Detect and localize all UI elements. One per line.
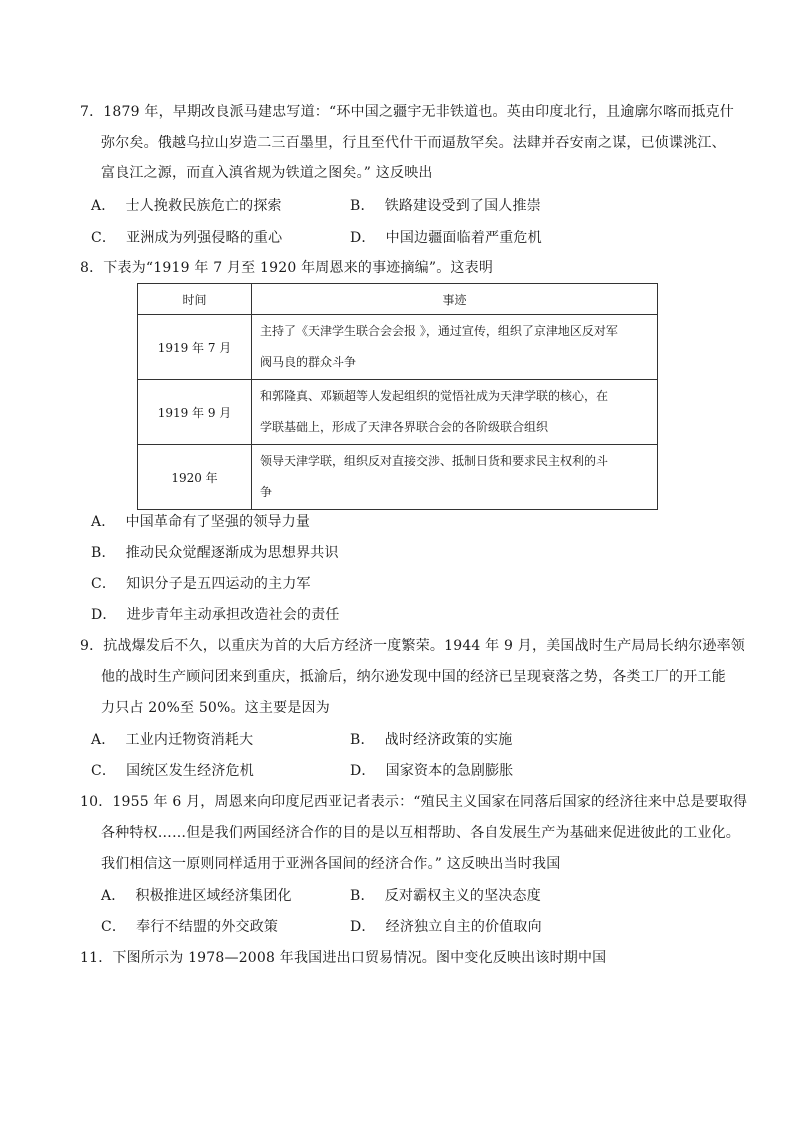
q7-option-b[interactable] bbox=[350, 196, 541, 216]
event-line: 领导天津学联，组织反对直接交涉、抵制日货和要求民主权利的斗 bbox=[260, 454, 609, 468]
option-text: 中国革命有了坚强的领导力量 bbox=[125, 514, 311, 530]
option-text: 工业内迁物资消耗大 bbox=[125, 732, 254, 748]
q9-stem-line-3: 力只占 20%至 50%。这主要是因为 bbox=[101, 700, 330, 716]
option-letter: B． bbox=[350, 888, 375, 904]
event-line: 争 bbox=[260, 485, 273, 499]
q10-stem-line-2: 各种特权……但是我们两国经济合作的目的是以互相帮助、各自发展生产为基础来促进彼此的工业化。 bbox=[101, 825, 740, 841]
table-header-time: 时间 bbox=[138, 284, 252, 315]
q7-stem-line-2: 弥尔矣。俄越乌拉山岁造二三百墨里，行且至代什干而逼敖罕矣。法肆并吞安南之谋，已侦谍洮江、 bbox=[101, 135, 726, 151]
option-letter: C． bbox=[91, 230, 117, 246]
option-text: 经济独立自主的价值取向 bbox=[385, 919, 542, 935]
table-cell-event bbox=[252, 445, 658, 510]
table-row bbox=[138, 445, 658, 510]
q9-stem-line-1: 9．抗战爆发后不久，以重庆为首的大后方经济一度繁荣。1944 年 9 月，美国战时生产局局长纳尔逊率领 bbox=[80, 638, 745, 654]
option-text: 反对霸权主义的坚决态度 bbox=[384, 888, 541, 904]
option-text: 铁路建设受到了国人推崇 bbox=[384, 198, 541, 214]
q7-stem-line-3: 富良江之源，而直入滇省规为铁道之图矣。” 这反映出 bbox=[101, 165, 433, 181]
option-text: 积极推进区域经济集团化 bbox=[135, 888, 292, 904]
option-text: 战时经济政策的实施 bbox=[384, 732, 513, 748]
q9-stem-line-2: 他的战时生产顾问团来到重庆，抵渝后，纳尔逊发现中国的经济已呈现衰落之势，各类工厂的开工能 bbox=[101, 669, 726, 685]
event-line: 阀马良的群众斗争 bbox=[260, 355, 357, 369]
q8-option-d[interactable] bbox=[91, 605, 340, 625]
option-letter: D． bbox=[350, 230, 376, 246]
option-letter: D． bbox=[91, 607, 117, 623]
event-line: 学联基础上，形成了天津各界联合会的各阶级联合组织 bbox=[260, 420, 549, 434]
table-cell-time: 1920 年 bbox=[138, 445, 252, 510]
q7-stem-line-1: 7．1879 年，早期改良派马建忠写道：“环中国之疆宇无非铁道也。英由印度北行，且逾廓尔喀而抵克什 bbox=[80, 104, 734, 120]
option-text: 奉行不结盟的外交政策 bbox=[136, 919, 279, 935]
event-line: 和郭隆真、邓颖超等人发起组织的觉悟社成为天津学联的核心，在 bbox=[260, 389, 609, 403]
q9-option-b[interactable] bbox=[350, 730, 513, 750]
table-header-row bbox=[138, 284, 658, 315]
table-cell-event bbox=[252, 380, 658, 445]
q7-option-d[interactable] bbox=[350, 228, 542, 248]
q7-option-a[interactable] bbox=[91, 196, 282, 216]
table-cell-time: 1919 年 9 月 bbox=[138, 380, 252, 445]
option-letter: C． bbox=[91, 763, 117, 779]
q8-option-c[interactable] bbox=[91, 574, 311, 594]
option-letter: C． bbox=[91, 576, 117, 592]
table-header-event: 事迹 bbox=[252, 284, 658, 315]
q8-stem: 8．下表为“1919 年 7 月至 1920 年周恩来的事迹摘编”。这表明 bbox=[80, 260, 494, 276]
option-text: 中国边疆面临着严重危机 bbox=[385, 230, 542, 246]
q8-option-b[interactable] bbox=[91, 543, 339, 563]
q9-option-c[interactable] bbox=[91, 761, 254, 781]
option-letter: B． bbox=[91, 545, 116, 561]
table-cell-time: 1919 年 7 月 bbox=[138, 315, 252, 380]
option-text: 进步青年主动承担改造社会的责任 bbox=[126, 607, 340, 623]
option-text: 知识分子是五四运动的主力军 bbox=[126, 576, 311, 592]
option-text: 推动民众觉醒逐渐成为思想界共识 bbox=[125, 545, 339, 561]
table-cell-event bbox=[252, 315, 658, 380]
table-row bbox=[138, 315, 658, 380]
option-text: 国家资本的急剧膨胀 bbox=[385, 763, 514, 779]
option-letter: B． bbox=[350, 732, 375, 748]
option-letter: A． bbox=[91, 732, 116, 748]
option-letter: B． bbox=[350, 198, 375, 214]
q10-stem-line-1: 10．1955 年 6 月，周恩来向印度尼西亚记者表示：“殖民主义国家在同落后国家的经济往来中总是要取得 bbox=[80, 794, 748, 810]
q9-option-d[interactable] bbox=[350, 761, 513, 781]
option-letter: A． bbox=[101, 888, 126, 904]
q8-option-a[interactable] bbox=[91, 512, 310, 532]
table-row bbox=[138, 380, 658, 445]
option-letter: D． bbox=[350, 919, 376, 935]
option-text: 士人挽救民族危亡的探索 bbox=[125, 198, 282, 214]
q10-option-c[interactable] bbox=[101, 917, 278, 937]
option-text: 亚洲成为列强侵略的重心 bbox=[126, 230, 283, 246]
option-letter: A． bbox=[91, 198, 116, 214]
option-text: 国统区发生经济危机 bbox=[126, 763, 254, 779]
q10-option-a[interactable] bbox=[101, 886, 292, 906]
option-letter: A． bbox=[91, 514, 116, 530]
q10-option-b[interactable] bbox=[350, 886, 541, 906]
q11-stem: 11．下图所示为 1978—2008 年我国进出口贸易情况。图中变化反映出该时期中国 bbox=[80, 950, 607, 966]
event-line: 主持了《天津学生联合会会报 》，通过宣传，组织了京津地区反对军 bbox=[260, 324, 618, 338]
q10-option-d[interactable] bbox=[350, 917, 542, 937]
q7-option-c[interactable] bbox=[91, 228, 282, 248]
option-letter: C． bbox=[101, 919, 127, 935]
option-letter: D． bbox=[350, 763, 376, 779]
q10-stem-line-3: 我们相信这一原则同样适用于亚洲各国间的经济合作。” 这反映出当时我国 bbox=[101, 856, 561, 872]
q9-option-a[interactable] bbox=[91, 730, 253, 750]
q8-events-table bbox=[137, 283, 658, 510]
